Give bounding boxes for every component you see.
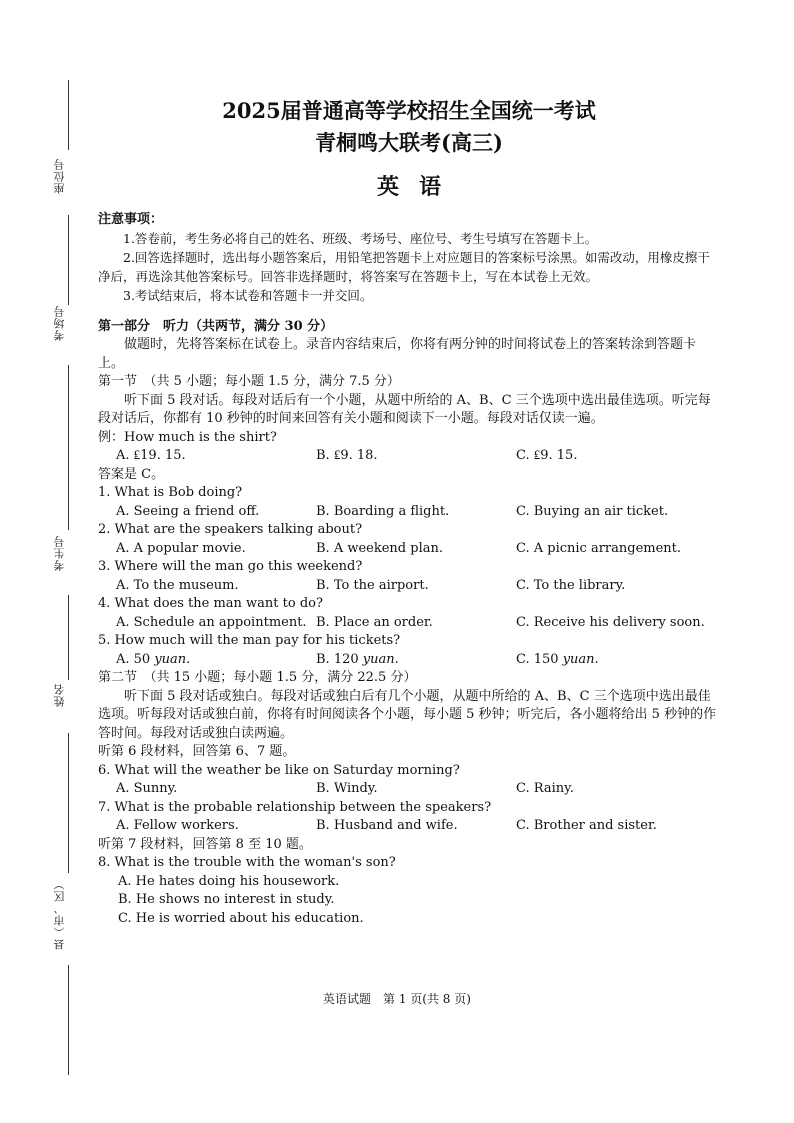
binding-margin [0, 0, 80, 1123]
question-3: 3. Where will the man go this weekend? [98, 559, 363, 574]
option-b: B. To the airport. [316, 577, 429, 593]
seat-number-label: 座位号 [53, 158, 66, 194]
exam-title: 2025届普通高等学校招生全国统一考试 [222, 98, 596, 123]
option-a: A. Fellow workers. [116, 818, 239, 833]
candidate-number-label: 考生号 [53, 535, 66, 571]
subject-title: 英语 [376, 174, 461, 200]
question-options [98, 614, 720, 633]
part1-heading: 第一部分 听力（共两节，满分 30 分） [98, 319, 334, 334]
margin-line [68, 365, 69, 530]
name-label: 姓名 [53, 683, 66, 707]
section1-heading: 第一节 （共 5 小题；每小题 1.5 分，满分 7.5 分） [98, 374, 400, 389]
question-4: 4. What does the man want to do? [98, 596, 323, 611]
example-question: 例：How much is the shirt? [98, 429, 277, 445]
county-label: 县（市、区） [53, 878, 66, 950]
example-options [98, 447, 720, 466]
option-c: C. To the library. [516, 577, 626, 593]
section2-intro: 听下面 5 段对话或独白。每段对话或独白后有几个小题，从题中所给的 A、B、C 三个选项中选出最佳选项。听每段对话或独白前，你将有时间阅读各个小题，每小题 5 秒钟；听完后，各小题将给出 5 秒钟的作答时间。每段对话或独白读两遍。 [98, 688, 717, 741]
question-1: 1. What is Bob doing? [98, 485, 243, 500]
option-b: B. 120 yuan. [316, 651, 399, 667]
page-footer: 英语试题 第 1 页(共 8 页) [323, 992, 471, 1006]
option-b: B. A weekend plan. [316, 540, 443, 556]
section2-heading: 第二节 （共 15 小题；每小题 1.5 分，满分 22.5 分） [98, 670, 417, 685]
question-7: 7. What is the probable relationship between the speakers? [98, 799, 492, 815]
option-b: B. ₤9. 18. [316, 448, 378, 463]
material-7-note: 听第 7 段材料，回答第 8 至 10 题。 [98, 836, 312, 852]
question-5: 5. How much will the man pay for his tickets? [98, 633, 401, 648]
option-a: A. 50 yuan. [116, 651, 191, 667]
question-2: 2. What are the speakers talking about? [98, 522, 363, 537]
option-b: B. Husband and wife. [316, 818, 458, 833]
notice-item: 2.回答选择题时，选出每小题答案后，用铅笔把答题卡上对应题目的答案标号涂黑。如需改动，用橡皮擦干净后，再选涂其他答案标号。回答非选择题时，将答案写在答题卡上，写在本试卷上无效。 [98, 250, 710, 284]
option-b: B. Place an order. [316, 614, 433, 630]
option-a: A. ₤19. 15. [116, 448, 186, 463]
option-b: B. Boarding a flight. [316, 503, 450, 519]
exam-content [98, 96, 720, 928]
question-options [98, 540, 720, 559]
option-c: C. Receive his delivery soon. [516, 614, 705, 630]
option-b: B. Windy. [316, 781, 378, 796]
option-a: A. Schedule an appointment. [116, 614, 307, 630]
question-options [98, 780, 720, 799]
option-a: A. A popular movie. [116, 540, 246, 556]
notice-item: 1.答卷前，考生务必将自己的姓名、班级、考场号、座位号、考生号填写在答题卡上。 [123, 231, 598, 246]
notice-heading: 注意事项： [98, 212, 164, 227]
margin-line [68, 80, 69, 150]
margin-line [68, 595, 69, 680]
section1-intro: 听下面 5 段对话。每段对话后有一个小题，从题中所给的 A、B、C 三个选项中选出最佳选项。听完每段对话后，你都有 10 秒钟的时间来回答有关小题和阅读下一小题。每段对话仅读一遍。 [98, 392, 711, 426]
option-c: C. He is worried about his education. [118, 910, 364, 926]
option-a: A. Seeing a friend off. [116, 503, 260, 519]
part1-intro: 做题时，先将答案标在试卷上。录音内容结束后，你将有两分钟的时间将试卷上的答案转涂到答题卡上。 [98, 337, 697, 371]
notice-item: 3.考试结束后，将本试卷和答题卡一并交回。 [123, 288, 373, 303]
question-6: 6. What will the weather be like on Saturday morning? [98, 762, 460, 778]
option-c: C. ₤9. 15. [516, 448, 578, 463]
option-a: A. Sunny. [116, 781, 178, 796]
option-c: C. 150 yuan. [516, 651, 599, 667]
exam-room-label: 考场号 [53, 305, 66, 341]
question-options [98, 817, 720, 836]
question-options [98, 577, 720, 596]
question-options [98, 503, 720, 522]
option-c: C. A picnic arrangement. [516, 540, 682, 556]
option-c: C. Rainy. [516, 781, 574, 796]
option-a: A. He hates doing his housework. [118, 873, 340, 889]
option-c: C. Brother and sister. [516, 818, 657, 833]
margin-line [68, 215, 69, 305]
margin-line [68, 733, 69, 873]
question-8: 8. What is the trouble with the woman's son? [98, 855, 396, 870]
exam-subtitle: 青桐鸣大联考(高三) [315, 130, 503, 155]
option-c: C. Buying an air ticket. [516, 503, 669, 519]
material-6-note: 听第 6 段材料，回答第 6、7 题。 [98, 744, 296, 759]
option-b: B. He shows no interest in study. [118, 892, 335, 907]
question-options [98, 651, 720, 670]
margin-line [68, 965, 69, 1075]
example-answer: 答案是 C。 [98, 466, 165, 482]
option-a: A. To the museum. [116, 577, 239, 593]
